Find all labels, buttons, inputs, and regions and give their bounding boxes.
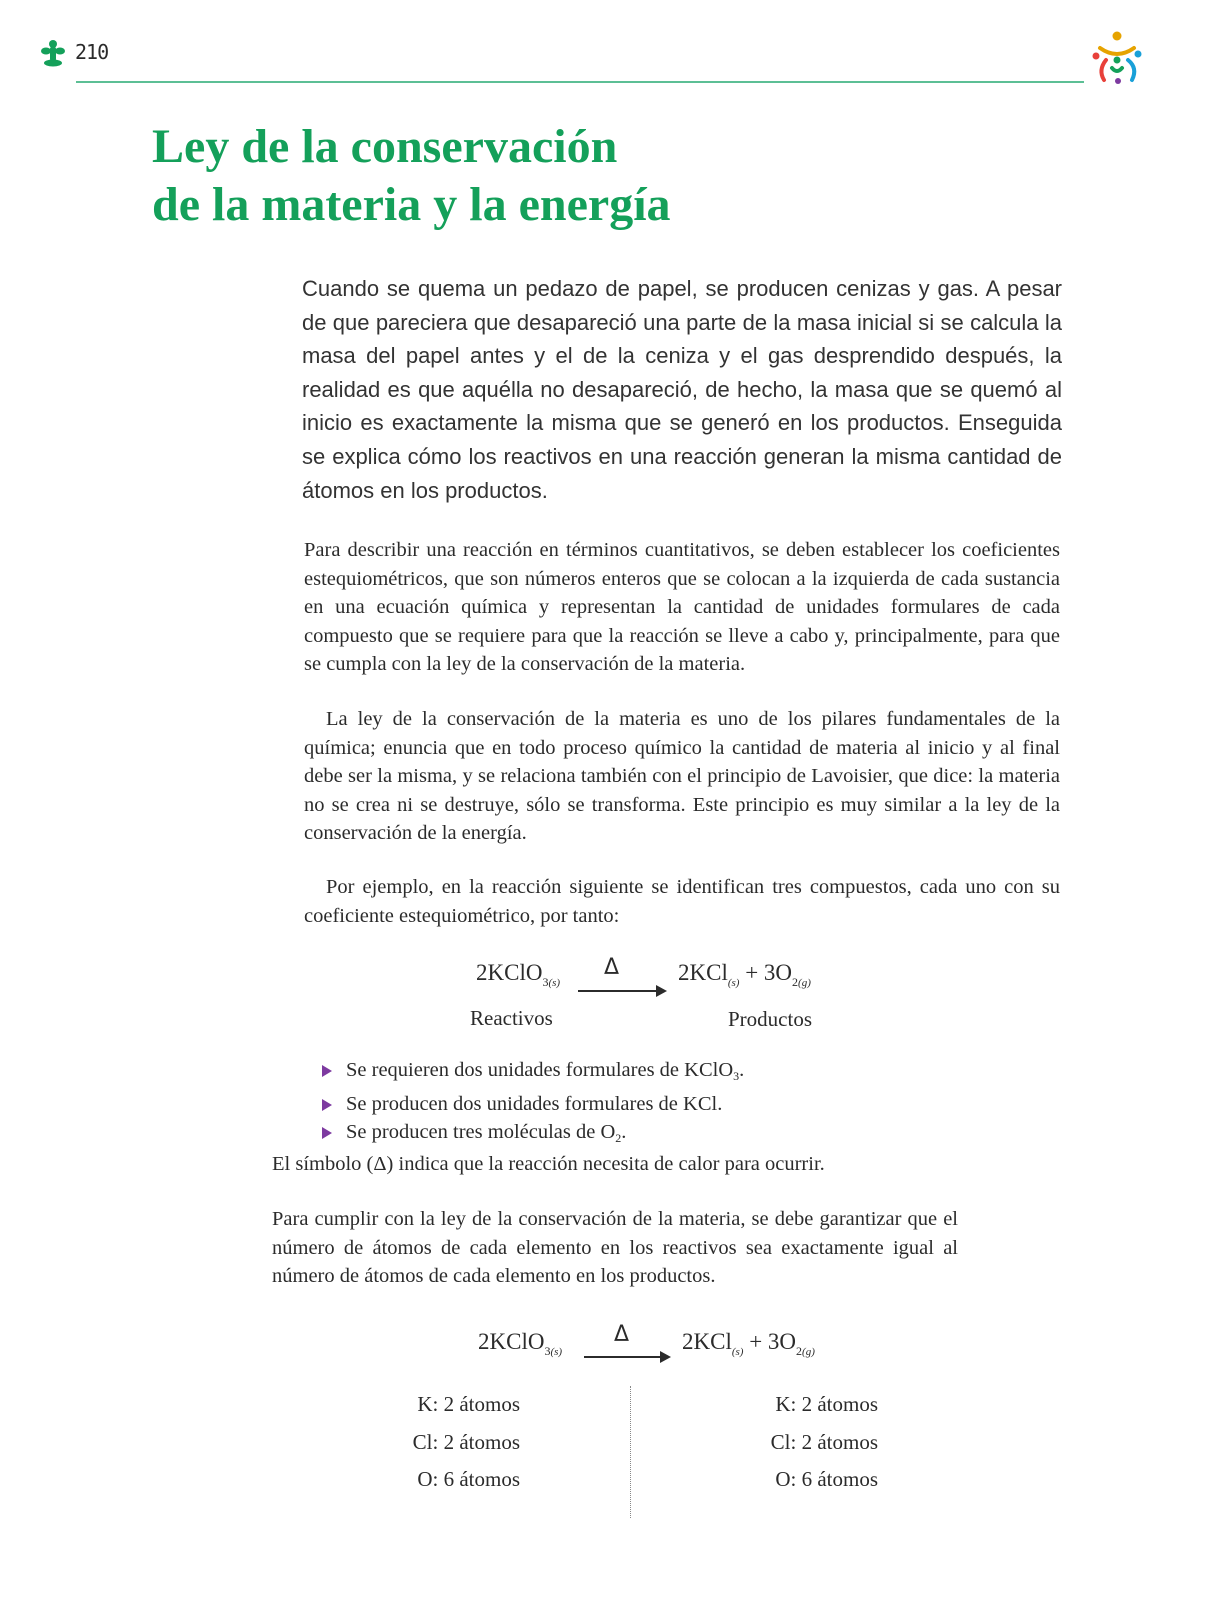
reactant-atom-o: O: 6 átomos [417, 1467, 520, 1491]
reactants-label: Reactivos [470, 1006, 553, 1030]
atom-divider [630, 1386, 631, 1518]
equation-reactant: 2KClO$_{3(s)}$ [478, 1329, 563, 1358]
equation-products: $2KCl_{(s)} + 3O_{2(g)}$ [682, 1329, 815, 1358]
coefficients-paragraph: Para describir una reacción en términos cuantitativos, se deben establecer los coeficientes estequiométricos, que son números enteros que se colocan a la izquierda de cada sustancia en una ecuación química y representan la cantidad de unidades formulares de cada compuesto que se requiere para que la reacción se lleve a cabo y, principalmente, para que se cumpla con la ley de la conservación de la materia. [304, 539, 1060, 675]
intro-paragraph: Cuando se quema un pedazo de papel, se producen cenizas y gas. A pesar de que pareciera que desapareció una parte de la masa inicial si se calcula la masa del papel antes y el de la ceniza y el gas desprendido después, la realidad es que aquélla no desapareció, de hecho, la masa que se quemó al inicio es exactamente la misma que se generó en los productos. Enseguida se explica cómo los reactivos en una reacción generan la misma cantidad de átomos en los productos. [302, 276, 1062, 503]
list-item: Se requieren dos unidades formulares de KClO$_3$. [318, 1056, 744, 1090]
bullet-triangle-icon [322, 1065, 332, 1077]
header-rule [76, 81, 1084, 83]
reaction-arrow-head [660, 1351, 671, 1363]
reaction-arrow [584, 1356, 662, 1358]
delta-condition: Δ [604, 955, 620, 980]
bullet-triangle-icon [322, 1099, 332, 1111]
product-atom-k: K: 2 átomos [775, 1392, 878, 1416]
title-line-1: Ley de la conservación [152, 120, 618, 173]
page-title [152, 118, 671, 234]
products-label: Productos [728, 1007, 812, 1031]
bullet-list [318, 1056, 744, 1152]
bullet-triangle-icon [322, 1127, 332, 1139]
conservation-paragraph: Para cumplir con la ley de la conservación de la materia, se debe garantizar que el número de átomos de cada elemento en los reactivos sea exactamente igual al número de átomos de cada elemento en los productos. [272, 1208, 958, 1287]
example-paragraph: Por ejemplo, en la reacción siguiente se identifican tres compuestos, cada uno con su coeficiente estequiométrico, por tanto: [304, 876, 1060, 927]
product-atom-cl: Cl: 2 átomos [770, 1430, 878, 1454]
law-paragraph: La ley de la conservación de la materia es uno de los pilares fundamentales de la química; enuncia que en todo proceso químico la cantidad de materia al inicio y al final debe ser la misma, y se relaciona también con el principio de Lavoisier, que dice: la materia no se crea ni se destruye, sólo se transforma. Este principio es muy similar a la ley de la conservación de la energía. [304, 708, 1060, 844]
list-item: Se producen tres moléculas de $O_2$. [318, 1118, 744, 1152]
delta-note: El símbolo (Δ) indica que la reacción necesita de calor para ocurrir. [272, 1153, 825, 1175]
leaf-emblem-icon [40, 38, 66, 68]
reactant-atom-cl: Cl: 2 átomos [412, 1430, 520, 1454]
reactant-atom-k: K: 2 átomos [417, 1392, 520, 1416]
title-line-2: de la materia y la energía [152, 178, 671, 231]
equation-reactant: 2KClO$_{3(s)}$ [476, 960, 561, 989]
page-number: 210 [75, 40, 109, 64]
list-item: Se producen dos unidades formulares de KCl. [318, 1090, 744, 1118]
colorful-figures-logo-icon [1088, 30, 1146, 86]
reaction-arrow-head [656, 985, 667, 997]
reaction-arrow [578, 990, 658, 992]
equation-products: $2KCl_{(s)} + 3O_{2(g)}$ [678, 960, 811, 989]
delta-condition: Δ [614, 1322, 630, 1347]
product-atom-o: O: 6 átomos [775, 1467, 878, 1491]
